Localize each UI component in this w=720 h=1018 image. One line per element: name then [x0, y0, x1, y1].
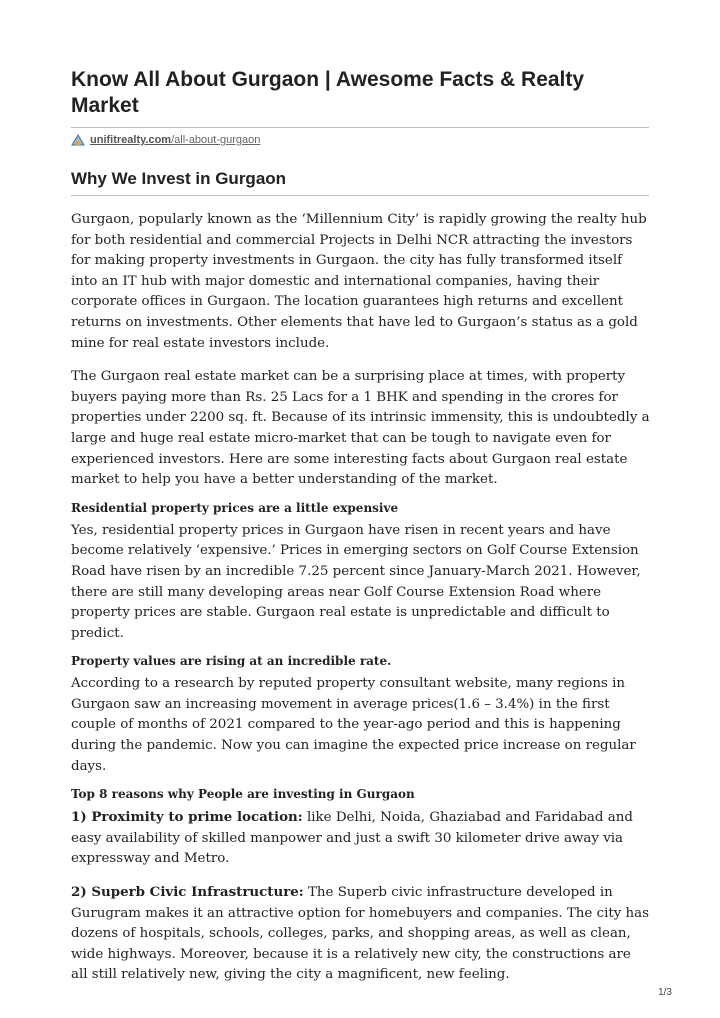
source-path[interactable]: /all-about-gurgaon — [171, 134, 261, 146]
market-paragraph: The Gurgaon real estate market can be a surprising place at times, with property buyers paying more than Rs. 25 Lacs for a 1 BHK and spending in the crores for properties under 2200 sq. ft. Because of its intrinsic immensity, this is undoubtedly a large and huge real estate micro-market that can be tough to navigate even for experienced investors. Here are some interesting facts about Gurgaon real estate market to help you have a better understanding of the market. — [71, 369, 650, 488]
title-divider — [71, 127, 649, 128]
reason-text: The Superb civic infrastructure developed in Gurugram makes it an attractive option for homebuyers and companies. The city has dozens of hospitals, schools, colleges, parks, and shopping areas, as well as clean, wide highways. Moreover, because it is a relatively new city, the constructions are all still relatively new, giving the city a magnificent, new feeling. — [71, 885, 650, 983]
prices-paragraph: Yes, residential property prices in Gurgaon have risen in recent years and have become relatively ‘expensive.’ Prices in emerging sectors on Golf Course Extension Road have risen by an incredible 7.25 percent since January-March 2021. However, there are still many developing areas near Golf Course Extension Road where property prices are stable. Gurgaon real estate is unpredictable and difficult to predict. — [71, 522, 641, 641]
reason-lead: 2) Superb Civic Infrastructure: — [71, 884, 304, 901]
subheading-reasons: Top 8 reasons why People are investing in Gurgaon — [71, 787, 415, 802]
reason-text: like Delhi, Noida, Ghaziabad and Faridabad and easy availability of skilled manpower and just a swift 30 kilometer drive away via expressway and Metro. — [71, 810, 633, 867]
source-link[interactable] — [71, 132, 260, 148]
reason-item — [71, 882, 651, 986]
values-paragraph: According to a research by reputed property consultant website, many regions in Gurgaon saw an increasing movement in average prices(1.6 – 3.4%) in the first couple of months of 2021 compared to the year-ago period and this is happening during the pandemic. Now you can imagine the expected price increase on regular days. — [71, 676, 636, 774]
reason-lead: 1) Proximity to prime location: — [71, 809, 303, 826]
section-heading: Why We Invest in Gurgaon — [71, 169, 287, 188]
intro-paragraph: Gurgaon, popularly known as the ‘Millennium City’ is rapidly growing the realty hub for both residential and commercial Projects in Delhi NCR attracting the investors for making property investments in Gurgaon. the city has fully transformed itself into an IT hub with major domestic and international companies, having their corporate offices in Gurgaon. The location guarantees high returns and excellent returns on investments. Other elements that have led to Gurgaon’s status as a gold mine for real estate investors include. — [71, 212, 647, 351]
source-domain[interactable]: unifitrealty.com — [90, 134, 172, 146]
subheading-values: Property values are rising at an incredible rate. — [71, 654, 392, 669]
heading-divider — [71, 195, 649, 196]
reason-item — [71, 807, 651, 870]
page-number: 1/3 — [658, 987, 672, 998]
subheading-prices: Residential property prices are a little expensive — [71, 500, 399, 515]
article-body — [71, 210, 651, 999]
page-title: Know All About Gurgaon | Awesome Facts & Realty Market — [71, 68, 585, 117]
favicon-icon — [71, 133, 85, 147]
